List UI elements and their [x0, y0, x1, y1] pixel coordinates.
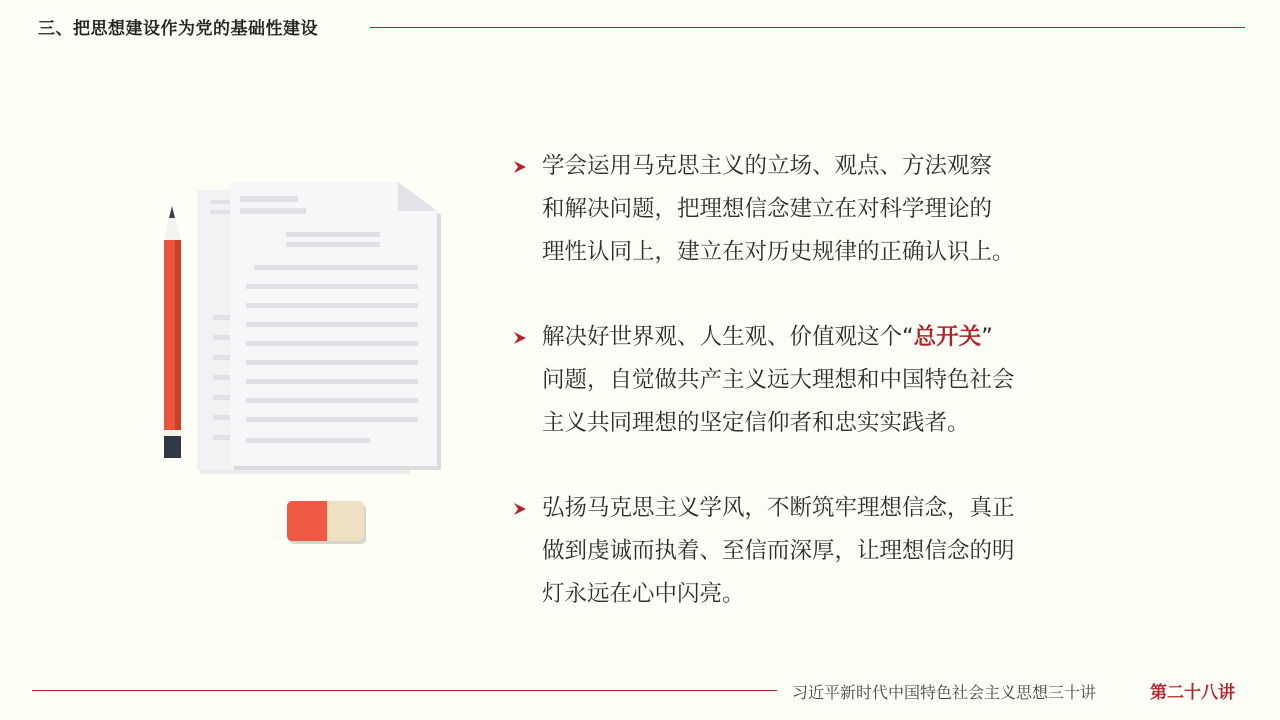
bullet-line: 理性认同上，建立在对历史规律的正确认识上。 [542, 239, 1015, 265]
bullet-list [512, 145, 1102, 658]
page-title: 三、把思想建设作为党的基础性建设 [38, 19, 318, 39]
bullet-item-3 [512, 487, 1102, 616]
eraser-icon [287, 501, 366, 544]
bullet-text: ” [981, 324, 993, 350]
footer-lecture-number: 第二十八讲 [1150, 683, 1235, 703]
pencil-icon [164, 206, 181, 458]
bullet-line [542, 316, 1102, 359]
emphasis-text: 总开关 [913, 324, 982, 350]
footer-series-title: 习近平新时代中国特色社会主义思想三十讲 [792, 683, 1097, 702]
header-divider [370, 27, 1245, 28]
bullet-line: 主义共同理想的坚定信仰者和忠实实践者。 [542, 410, 970, 436]
documents-pencil-eraser-illustration [150, 170, 460, 560]
bullet-item-1 [512, 145, 1102, 274]
bullet-line: 问题，自觉做共产主义远大理想和中国特色社会 [542, 367, 1015, 393]
arrow-bullet-icon [512, 316, 532, 359]
bullet-line: 学会运用马克思主义的立场、观点、方法观察 [542, 153, 993, 179]
footer-divider [32, 690, 777, 691]
bullet-item-2 [512, 316, 1102, 445]
arrow-bullet-icon [512, 487, 532, 530]
arrow-bullet-icon [512, 145, 532, 188]
bullet-line: 和解决问题，把理想信念建立在对科学理论的 [542, 196, 993, 222]
documents-icon [197, 182, 441, 474]
bullet-line: 做到虔诚而执着、至信而深厚，让理想信念的明 [542, 538, 1015, 564]
bullet-line: 灯永远在心中闪亮。 [542, 581, 745, 607]
bullet-line: 弘扬马克思主义学风，不断筑牢理想信念，真正 [542, 495, 1015, 521]
bullet-text: 解决好世界观、人生观、价值观这个“ [542, 324, 914, 350]
